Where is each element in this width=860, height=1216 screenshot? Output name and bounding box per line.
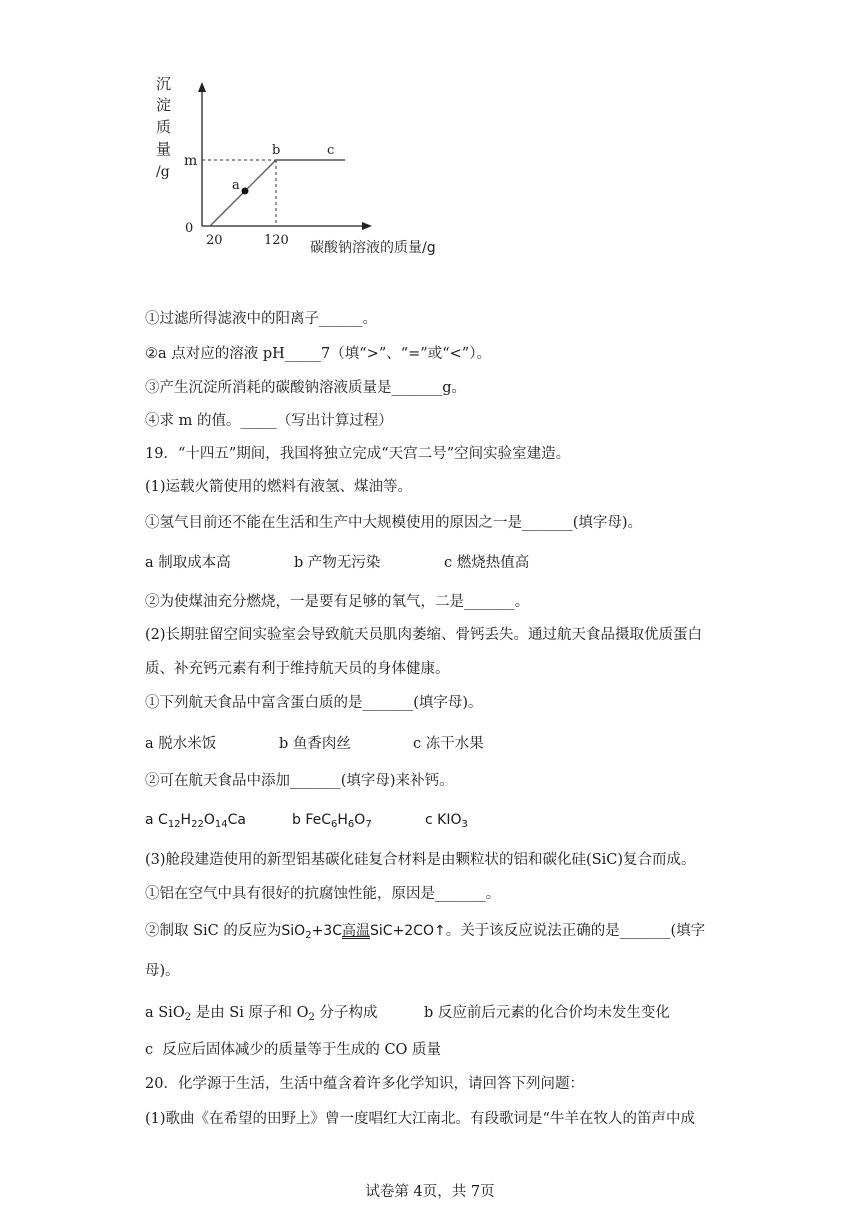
q18-sub3: ③产生沉淀所消耗的碳酸钠溶液质量是_______g。: [145, 380, 467, 396]
origin-label: 0: [185, 221, 194, 236]
page-footer: 试卷第 4页，共 7页: [365, 1184, 495, 1200]
q19-p1-option-a: a 制取成本高: [145, 555, 231, 571]
q19-part1-q2: ②为使煤油充分燃烧，一是要有足够的氧气，二是_______。: [145, 594, 530, 610]
q19-calcium-option-a: a $C_{12}H_{22}O_{14}Ca$: [145, 812, 246, 830]
q20-stem: 20．化学源于生活，生活中蕴含着许多化学知识，请回答下列问题：: [145, 1076, 584, 1092]
q19-part3-q2: ②制取 SiC 的反应为SiO$_2$+3C高温SiC+2CO↑。关于该反应说法正确的是_______(填字: [145, 923, 706, 941]
q19-part2-line1: (2)长期驻留空间实验室会导致航天员肌肉萎缩、骨钙丢失。通过航天食品摄取优质蛋白: [145, 627, 703, 643]
q19-calcium-option-b: b $FeC_6H_6O_7$: [292, 812, 372, 830]
y-axis-arrow: [198, 82, 206, 92]
reaction-equation: SiO$_2$+3C高温SiC+2CO↑: [281, 923, 446, 941]
y-axis-label-5: /g: [156, 164, 170, 180]
q19-p3-option-b: b 反应前后元素的化合价均未发生变化: [424, 1005, 670, 1021]
q19-p1-option-b: b 产物无污染: [294, 555, 381, 571]
y-tick-m: m: [184, 153, 198, 169]
y-axis-label-4: 量: [156, 140, 172, 158]
point-a-label: a: [232, 178, 240, 193]
q19-part2-line2: 质、补充钙元素有利于维持航天员的身体健康。: [145, 661, 450, 677]
q18-sub1: ①过滤所得滤液中的阳离子______。: [145, 311, 377, 327]
precipitate-chart: [150, 72, 470, 262]
q19-p1-option-c: c 燃烧热值高: [444, 555, 530, 571]
x-axis-arrow: [362, 222, 372, 230]
q19-p3-option-c: c 反应后固体减少的质量等于生成的 CO 质量: [145, 1042, 442, 1058]
y-axis-label-2: 淀: [156, 96, 172, 114]
q19-part3-q1: ①铝在空气中具有很好的抗腐蚀性能，原因是_______。: [145, 886, 501, 902]
q19-p2-option-b: b 鱼香肉丝: [279, 736, 351, 752]
q19-part1-q1: ①氢气目前还不能在生活和生产中大规模使用的原因之一是_______(填字母)。: [145, 515, 643, 531]
point-a-marker: [242, 188, 249, 195]
q20-part1: (1)歌曲《在希望的田野上》曾一度唱红大江南北。有段歌词是“牛羊在牧人的笛声中成: [145, 1111, 695, 1127]
y-axis-label-3: 质: [156, 118, 172, 136]
y-axis-label-1: 沉: [156, 75, 172, 93]
point-b-label: b: [272, 143, 281, 158]
q19-stem: 19．“十四五”期间，我国将独立完成“天宫二号”空间实验室建造。: [145, 446, 571, 462]
q19-p2-option-a: a 脱水米饭: [145, 736, 217, 752]
q19-part3-q2-cont: 母)。: [145, 963, 180, 979]
q19-part2-q2: ②可在航天食品中添加_______(填字母)来补钙。: [145, 773, 454, 789]
q18-sub4: ④求 m 的值。_____（写出计算过程）: [145, 413, 393, 429]
q19-part2-q1: ①下列航天食品中富含蛋白质的是_______(填字母)。: [145, 695, 483, 711]
q19-calcium-option-c: c $KIO_3$: [425, 812, 468, 830]
x-tick-20: 20: [206, 233, 223, 248]
x-axis-label: 碳酸钠溶液的质量/g: [310, 240, 436, 256]
q19-part3: (3)舱段建造使用的新型铝基碳化硅复合材料是由颗粒状的铝和碳化硅(SiC)复合而成。: [145, 852, 696, 868]
q19-p3-option-a: a SiO$_2$ 是由 Si 原子和 $O_2$ 分子构成: [145, 1005, 378, 1023]
x-tick-120: 120: [264, 233, 289, 248]
point-c-label: c: [327, 143, 335, 158]
q19-p2-option-c: c 冻干水果: [413, 736, 484, 752]
q18-sub2: ②a 点对应的溶液 pH_____7（填“>”、“=”或“<”）。: [145, 346, 491, 362]
q19-part1: (1)运载火箭使用的燃料有液氢、煤油等。: [145, 479, 413, 495]
